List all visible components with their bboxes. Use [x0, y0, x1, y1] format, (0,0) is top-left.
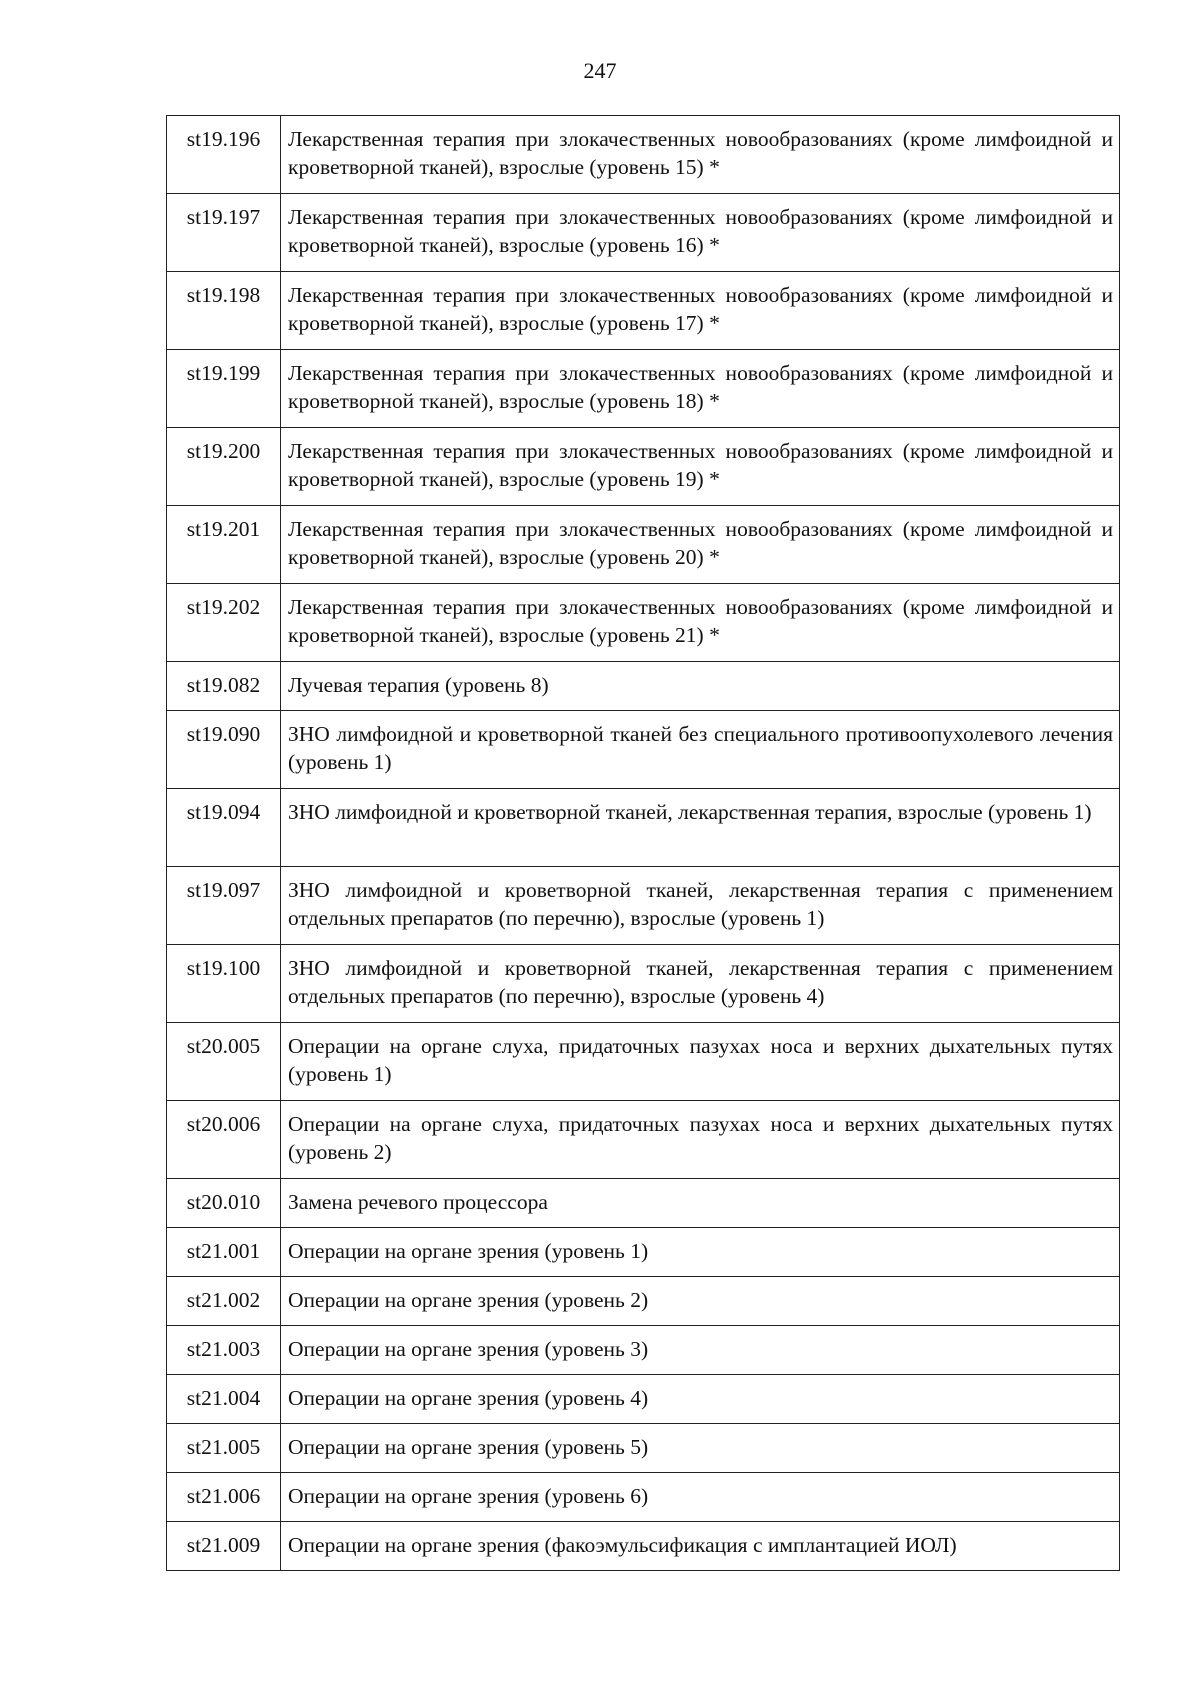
row-code: st20.010	[167, 1179, 281, 1228]
row-description: Лекарственная терапия при злокачественных новообразованиях (кроме лимфоидной и кроветворной тканей), взрослые (уровень 16) *	[281, 194, 1120, 272]
table-row	[167, 506, 1120, 584]
row-code: st19.198	[167, 272, 281, 350]
table-row	[167, 194, 1120, 272]
row-code: st19.196	[167, 116, 281, 194]
row-description: Операции на органе зрения (уровень 1)	[281, 1228, 1120, 1277]
row-code: st20.006	[167, 1101, 281, 1179]
row-description: Замена речевого процессора	[281, 1179, 1120, 1228]
row-code: st19.201	[167, 506, 281, 584]
table-row	[167, 789, 1120, 867]
row-code: st19.097	[167, 867, 281, 945]
row-code: st19.090	[167, 711, 281, 789]
row-description: Операции на органе зрения (уровень 3)	[281, 1326, 1120, 1375]
row-code: st21.009	[167, 1522, 281, 1571]
row-description: Лекарственная терапия при злокачественных новообразованиях (кроме лимфоидной и кроветворной тканей), взрослые (уровень 20) *	[281, 506, 1120, 584]
table-row	[167, 272, 1120, 350]
row-code: st21.004	[167, 1375, 281, 1424]
row-description: Лекарственная терапия при злокачественных новообразованиях (кроме лимфоидной и кроветворной тканей), взрослые (уровень 19) *	[281, 428, 1120, 506]
row-description: Лекарственная терапия при злокачественных новообразованиях (кроме лимфоидной и кроветворной тканей), взрослые (уровень 18) *	[281, 350, 1120, 428]
table-row	[167, 1277, 1120, 1326]
table-row	[167, 1228, 1120, 1277]
table-row	[167, 1023, 1120, 1101]
table-row	[167, 1522, 1120, 1571]
row-description: Лекарственная терапия при злокачественных новообразованиях (кроме лимфоидной и кроветворной тканей), взрослые (уровень 15) *	[281, 116, 1120, 194]
row-description: Лучевая терапия (уровень 8)	[281, 662, 1120, 711]
table-row	[167, 584, 1120, 662]
row-code: st19.100	[167, 945, 281, 1023]
row-code: st19.200	[167, 428, 281, 506]
table-row	[167, 1473, 1120, 1522]
row-description: Операции на органе зрения (факоэмульсификация с имплантацией ИОЛ)	[281, 1522, 1120, 1571]
row-code: st20.005	[167, 1023, 281, 1101]
table-row	[167, 116, 1120, 194]
table-row	[167, 1326, 1120, 1375]
table-row	[167, 1424, 1120, 1473]
table-row	[167, 428, 1120, 506]
row-description: Операции на органе слуха, придаточных пазухах носа и верхних дыхательных путях (уровень 1)	[281, 1023, 1120, 1101]
row-description: Операции на органе зрения (уровень 4)	[281, 1375, 1120, 1424]
table-row	[167, 1179, 1120, 1228]
row-description: ЗНО лимфоидной и кроветворной тканей без специального противоопухолевого лечения (уровень 1)	[281, 711, 1120, 789]
row-code: st19.197	[167, 194, 281, 272]
row-code: st21.003	[167, 1326, 281, 1375]
row-code: st21.006	[167, 1473, 281, 1522]
table-row	[167, 1101, 1120, 1179]
row-description: Операции на органе зрения (уровень 6)	[281, 1473, 1120, 1522]
row-description: Лекарственная терапия при злокачественных новообразованиях (кроме лимфоидной и кроветворной тканей), взрослые (уровень 21) *	[281, 584, 1120, 662]
row-description: Операции на органе слуха, придаточных пазухах носа и верхних дыхательных путях (уровень 2)	[281, 1101, 1120, 1179]
row-description: Лекарственная терапия при злокачественных новообразованиях (кроме лимфоидной и кроветворной тканей), взрослые (уровень 17) *	[281, 272, 1120, 350]
codes-table	[166, 115, 1120, 1571]
table-row	[167, 662, 1120, 711]
row-code: st19.094	[167, 789, 281, 867]
row-description: Операции на органе зрения (уровень 2)	[281, 1277, 1120, 1326]
row-code: st19.082	[167, 662, 281, 711]
table-row	[167, 1375, 1120, 1424]
table-row	[167, 867, 1120, 945]
row-description: Операции на органе зрения (уровень 5)	[281, 1424, 1120, 1473]
table-row	[167, 945, 1120, 1023]
row-code: st21.002	[167, 1277, 281, 1326]
row-code: st21.005	[167, 1424, 281, 1473]
row-code: st21.001	[167, 1228, 281, 1277]
row-description: ЗНО лимфоидной и кроветворной тканей, лекарственная терапия, взрослые (уровень 1)	[281, 789, 1120, 867]
table-row	[167, 711, 1120, 789]
row-description: ЗНО лимфоидной и кроветворной тканей, лекарственная терапия с применением отдельных препаратов (по перечню), взрослые (уровень 4)	[281, 945, 1120, 1023]
row-code: st19.202	[167, 584, 281, 662]
table-row	[167, 350, 1120, 428]
row-description: ЗНО лимфоидной и кроветворной тканей, лекарственная терапия с применением отдельных препаратов (по перечню), взрослые (уровень 1)	[281, 867, 1120, 945]
page-number: 247	[583, 58, 617, 83]
row-code: st19.199	[167, 350, 281, 428]
